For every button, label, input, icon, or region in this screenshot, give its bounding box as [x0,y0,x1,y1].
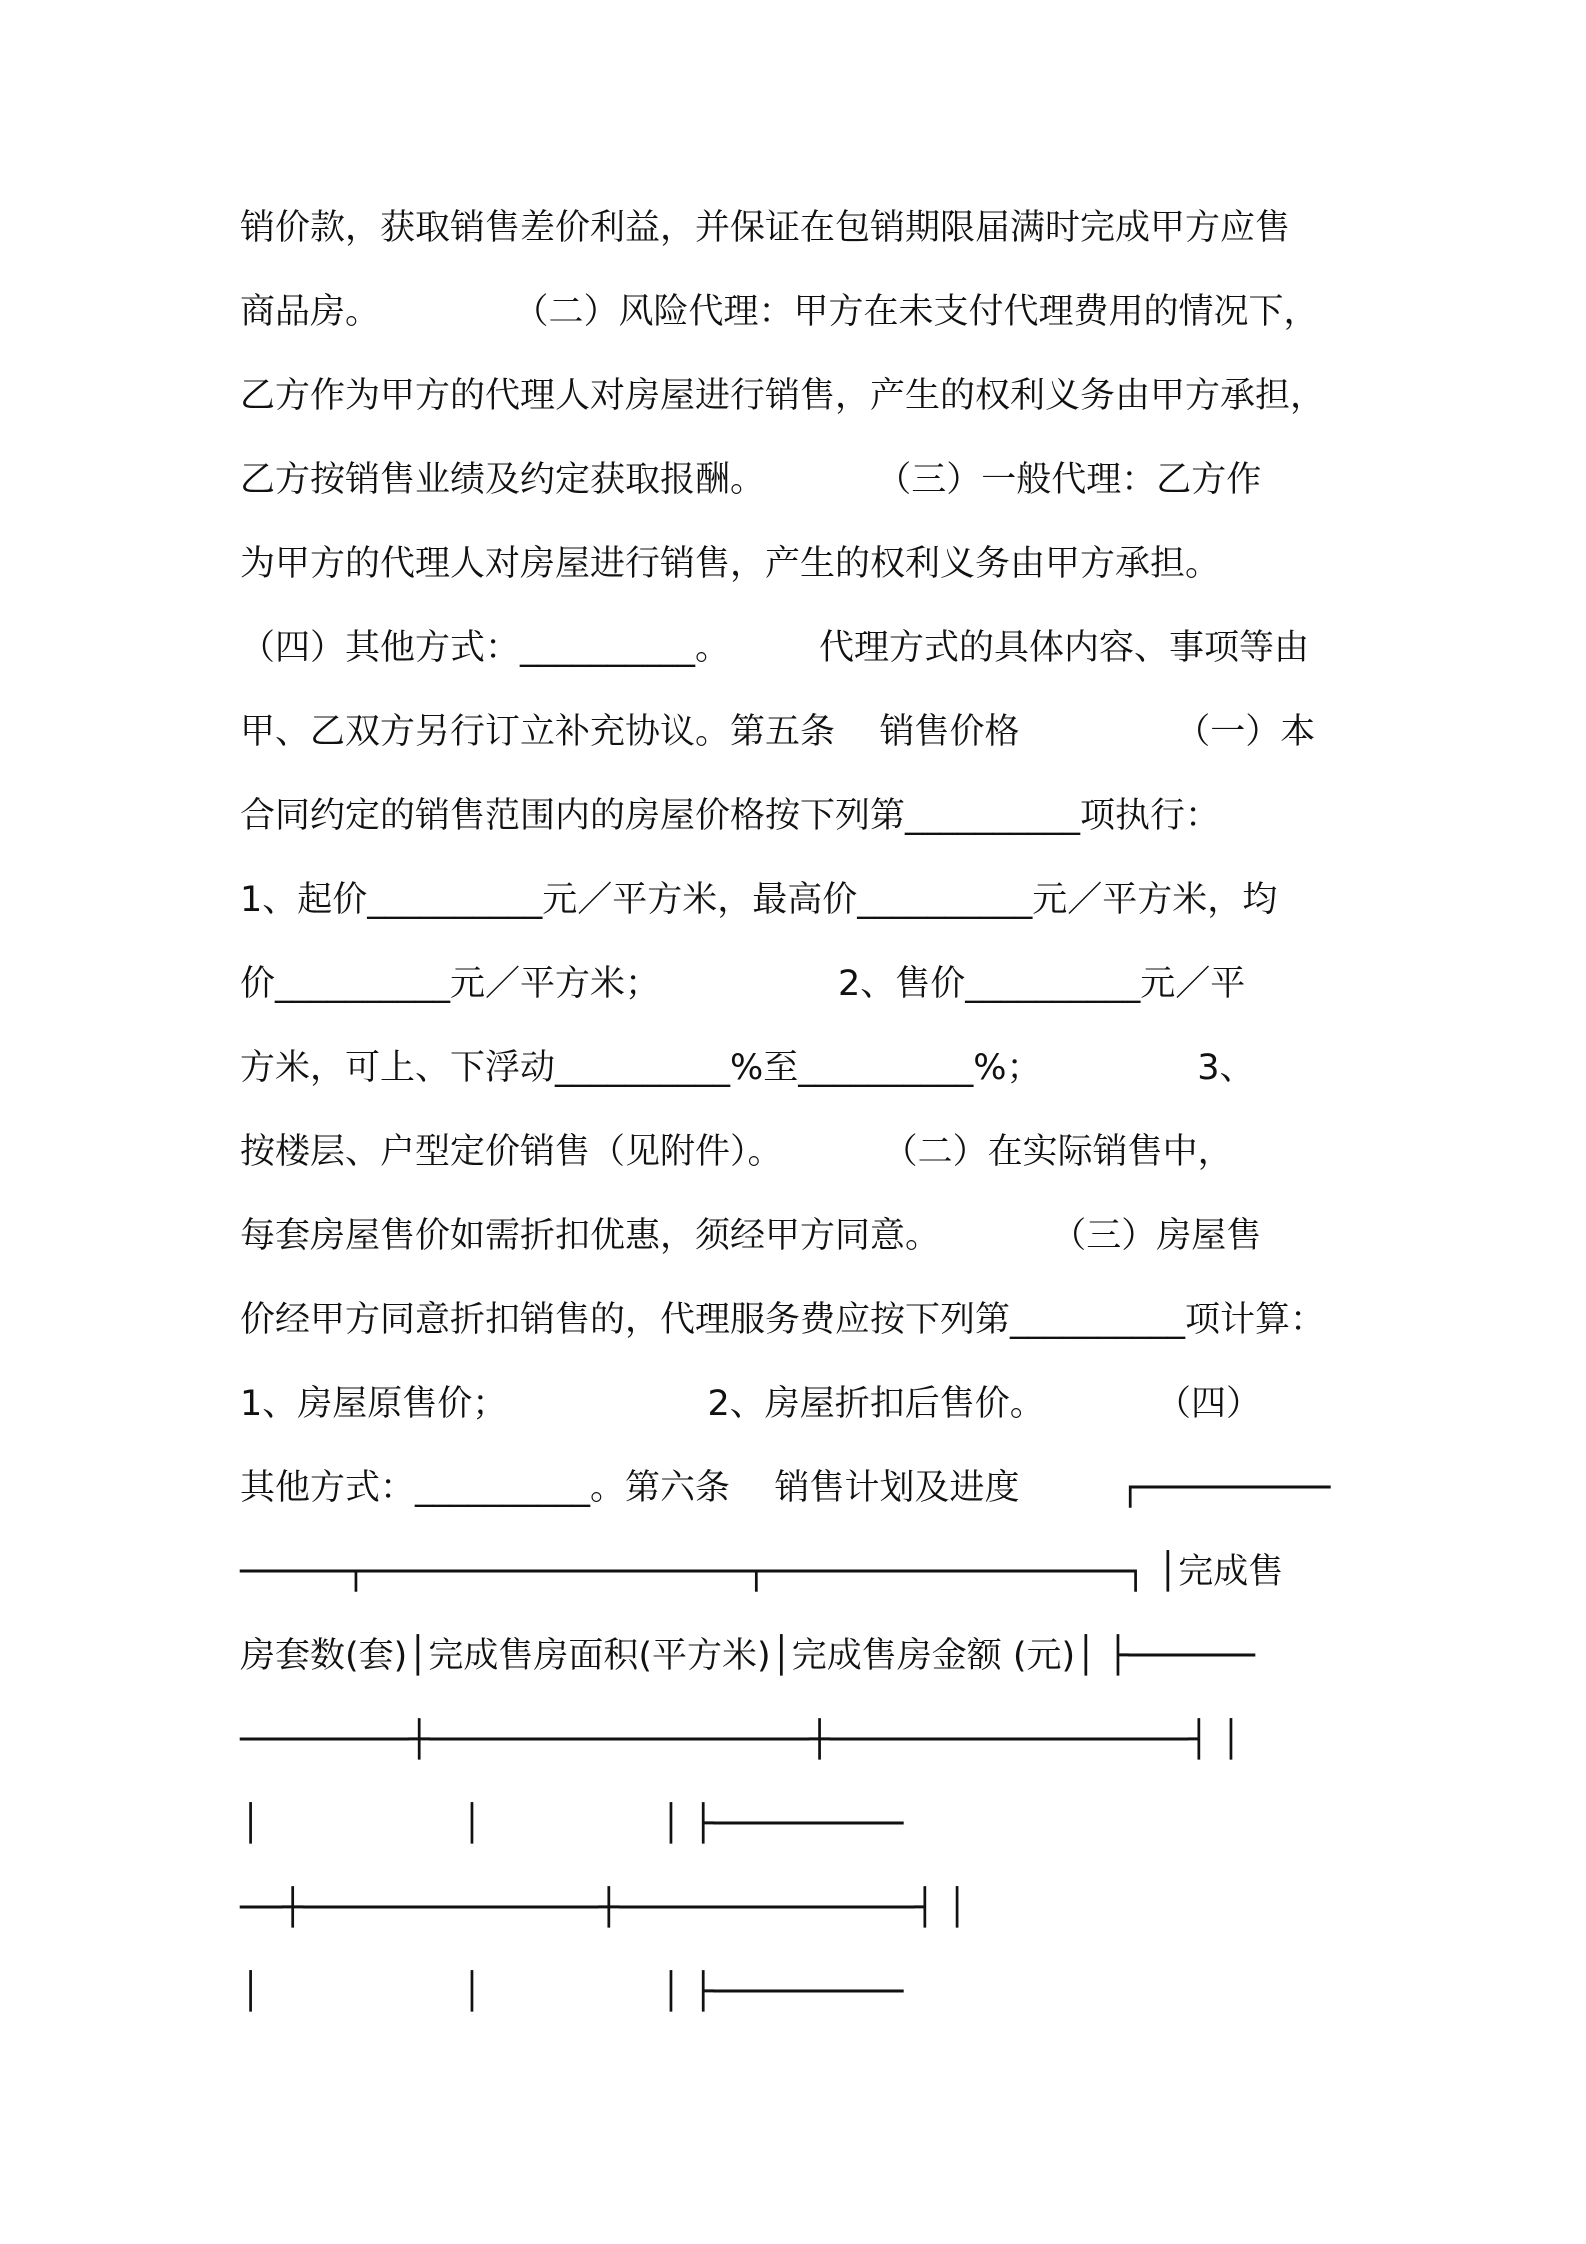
text-line-10: 价__________元／平方米； 2、售价__________元／平 [240,964,1246,1004]
text-line-7: 甲、乙双方另行订立补充协议。第五条 销售价格 （一）本 [240,712,1316,752]
text-line-15: 1、房屋原售价； 2、房屋折扣后售价。 （四） [240,1384,1262,1424]
text-line-14: 价经甲方同意折扣销售的，代理服务费应按下列第__________项计算： [240,1300,1326,1340]
text-line-1: 销价款，获取销售差价利益，并保证在包销期限届满时完成甲方应售 [240,208,1291,248]
text-line-22: │ │ │ ├───────── [240,1972,904,2012]
text-line-18: 房套数(套)│完成售房面积(平方米)│完成售房金额 (元)│ ├────── [240,1636,1255,1676]
text-line-11: 方米，可上、下浮动__________%至__________%； 3、 [240,1048,1255,1088]
text-line-16: 其他方式：__________。第六条 销售计划及进度 ┌───────── [240,1468,1331,1508]
text-line-20: │ │ │ ├───────── [240,1804,904,1844]
text-line-19: ────────┼──────────────────┼─────────────────┤ │ [240,1720,1242,1760]
text-line-2: 商品房。 （二）风险代理：甲方在未支付代理费用的情况下， [240,292,1319,332]
text-line-12: 按楼层、户型定价销售（见附件）。 （二）在实际销售中， [240,1132,1233,1172]
text-line-9: 1、起价__________元／平方米，最高价__________元／平方米，均 [240,880,1278,920]
text-line-17: ─────┬──────────────────┬─────────────────┐ │完成售 [240,1552,1284,1592]
text-line-13: 每套房屋售价如需折扣优惠，须经甲方同意。 （三）房屋售 [240,1216,1262,1256]
text-line-21: ──┼──────────────┼──────────────┤ │ [240,1888,968,1928]
text-line-4: 乙方按销售业绩及约定获取报酬。 （三）一般代理：乙方作 [240,460,1262,500]
text-line-8: 合同约定的销售范围内的房屋价格按下列第__________项执行： [240,796,1221,836]
text-line-5: 为甲方的代理人对房屋进行销售，产生的权利义务由甲方承担。 [240,544,1221,584]
text-line-3: 乙方作为甲方的代理人对房屋进行销售，产生的权利义务由甲方承担， [240,376,1326,416]
text-line-6: （四）其他方式：__________。 代理方式的具体内容、事项等由 [240,628,1310,668]
